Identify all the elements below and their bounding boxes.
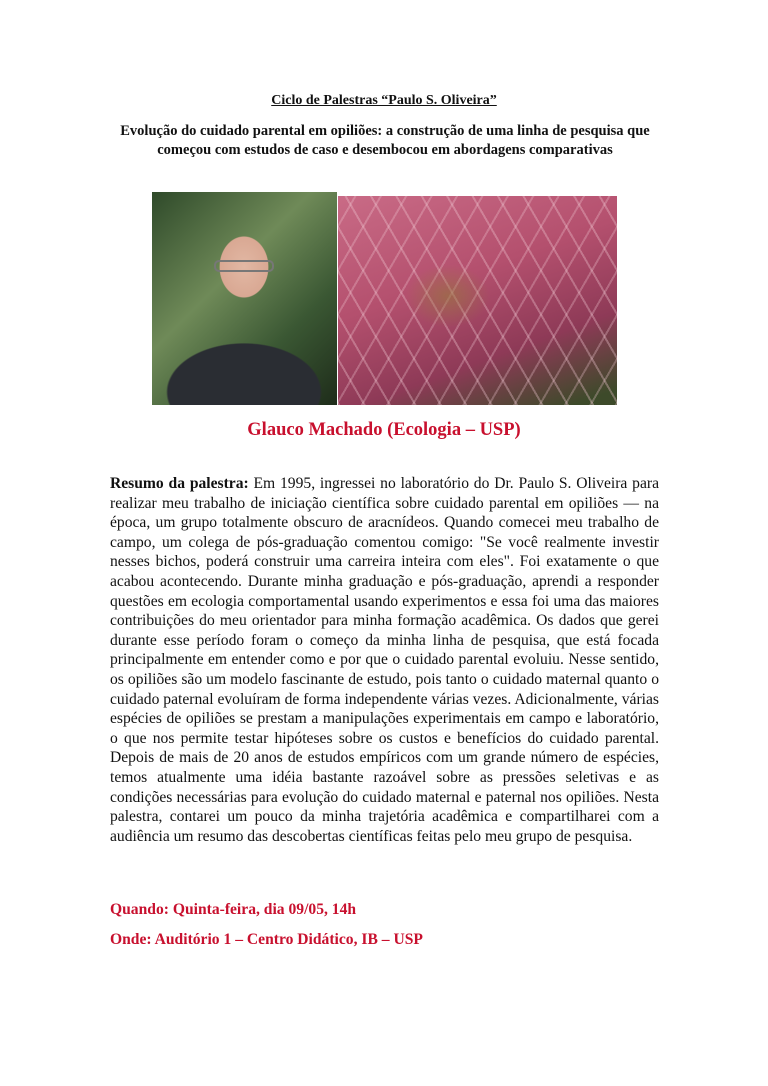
harvestman-photo (338, 196, 617, 405)
abstract-text: Em 1995, ingressei no laboratório do Dr. Paulo S. Oliveira para realizar meu trabalho de iniciação científica sobre cuidado parental em opiliões — na época, um grupo totalmente obscuro de aracnídeos. Quando comecei meu trabalho de campo, um colega de pós-graduação comentou comigo: "Se você realmente investir nesses bichos, poderá construir uma carreira inteira com eles". Foi exatamente o que acabou acontecendo. Durante minha graduação e pós-graduação, aprendi a responder questões em ecologia comportamental usando experimentos e essa foi uma das maiores contribuições do meu orientador para minha formação acadêmica. Os dados que gerei durante esse período foram o começo da minha linha de pesquisa, que está focada principalmente em entender como e por que o cuidado parental evoluiu. Nesse sentido, os opiliões são um modelo fascinante de estudo, pois tanto o cuidado maternal quanto o cuidado paternal evoluíram de forma independente várias vezes. Adicionalmente, várias espécies de opiliões se prestam a manipulações experimentais em campo e laboratório, o que nos permite testar hipóteses sobre os custos e benefícios do cuidado parental. Depois de mais de 20 anos de estudos empíricos com um grande número de espécies, temos atualmente uma idéia bastante razoável sobre as pressões seletivas e as condições necessárias para evolução do cuidado maternal e paternal nos opiliões. Nesta palestra, contarei um pouco da minha trajetória acadêmica e compartilharei com a audiência um resumo das descobertas científicas feitas pelo meu grupo de pesquisa. (110, 475, 659, 845)
abstract-label: Resumo da palestra: (110, 475, 249, 492)
glasses-detail (214, 260, 274, 272)
abstract-paragraph (110, 474, 659, 846)
speaker-name: Glauco Machado (Ecologia – USP) (247, 420, 521, 440)
event-when: Quando: Quinta-feira, dia 09/05, 14h (110, 901, 357, 918)
speaker-photo (152, 192, 337, 405)
series-title: Ciclo de Palestras “Paulo S. Oliveira” (271, 93, 497, 108)
event-where: Onde: Auditório 1 – Centro Didático, IB – USP (110, 931, 423, 948)
talk-title: Evolução do cuidado parental em opiliões: a construção de uma linha de pesquisa que começou com estudos de caso e desembocou em abordagens comparativas (120, 123, 650, 158)
